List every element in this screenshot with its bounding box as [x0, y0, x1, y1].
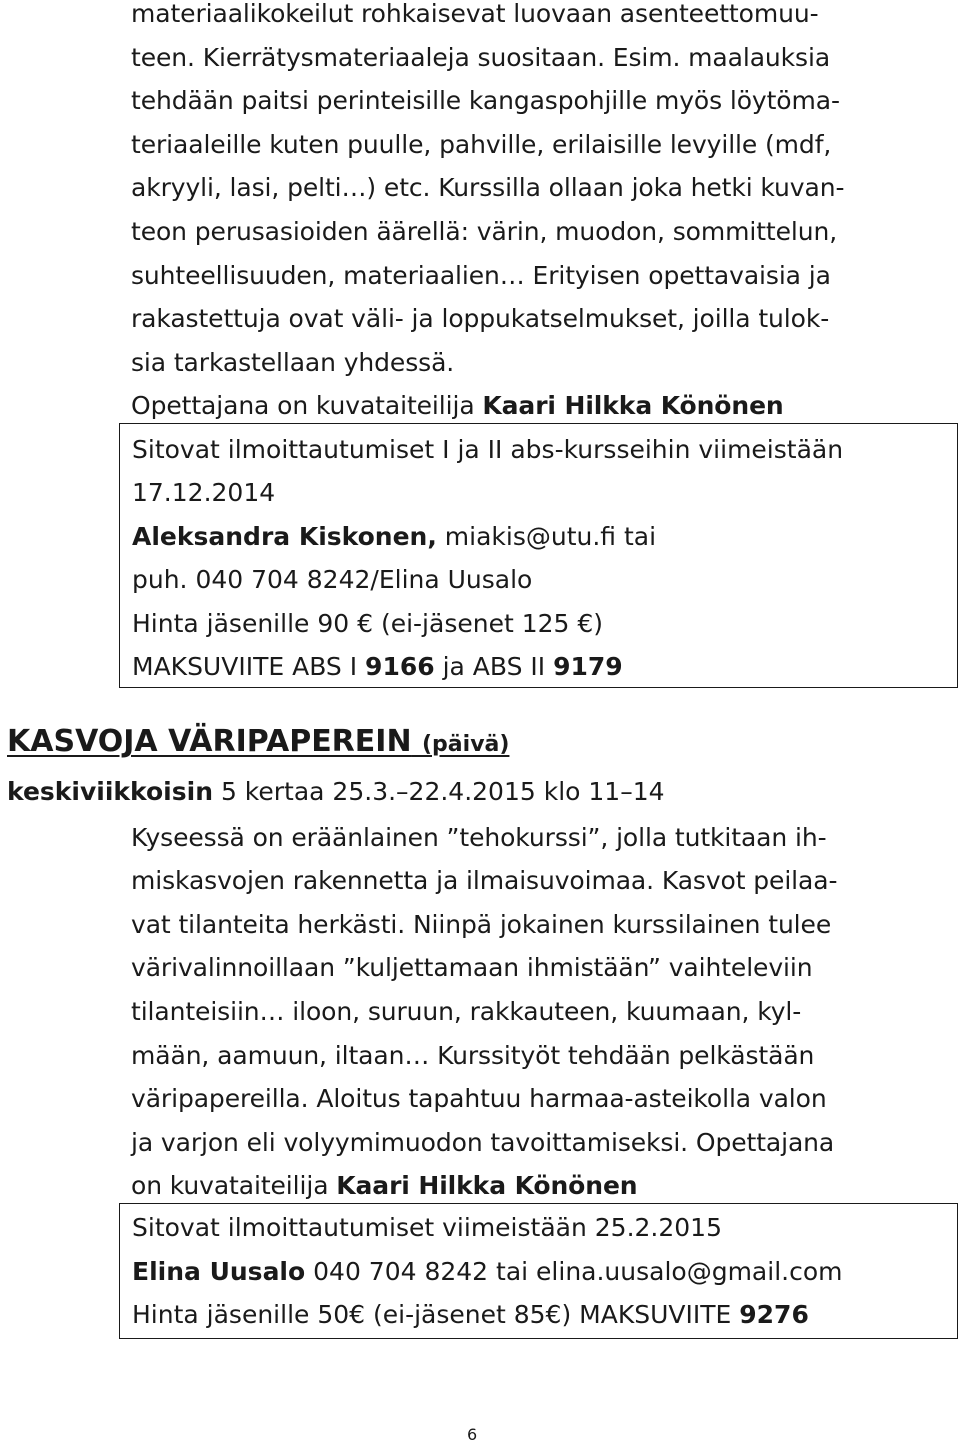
section-title: KASVOJA VÄRIPAPEREIN	[7, 724, 412, 759]
section-body-line-3: vat tilanteita herkästi. Niinpä jokainen kurssilainen tulee	[131, 910, 832, 939]
section-body-line-6: mään, aamuun, iltaan… Kurssityöt tehdään pelkästään	[131, 1041, 815, 1070]
intro-line-9: sia tarkastellaan yhdessä.	[131, 348, 455, 377]
box1-contact-name: Aleksandra Kiskonen,	[132, 522, 437, 551]
section-body-line-8: ja varjon eli volyymimuodon tavoittamiseksi. Opettajana	[131, 1128, 835, 1157]
intro-line-5: akryyli, lasi, pelti…) etc. Kurssilla ollaan joka hetki kuvan-	[131, 173, 845, 202]
section-body-line-4: värivalinnoillaan ”kuljettamaan ihmistään” vaihteleviin	[131, 953, 813, 982]
box1-phone: puh. 040 704 8242/Elina Uusalo	[132, 565, 533, 594]
schedule-weekday: keskiviikkoisin	[7, 777, 213, 806]
section-schedule	[7, 777, 665, 806]
page-number: 6	[467, 1425, 478, 1444]
section-body-line-5: tilanteisiin… iloon, suruun, rakkauteen, kuumaan, kyl-	[131, 997, 802, 1026]
registration-box-1	[119, 423, 958, 688]
box1-payment-mid: ja ABS II	[434, 652, 554, 681]
intro-line-3: tehdään paitsi perinteisille kangaspohjille myös löytöma-	[131, 86, 840, 115]
intro-line-8: rakastettuja ovat väli- ja loppukatselmukset, joilla tulok-	[131, 304, 830, 333]
box2-price	[132, 1293, 809, 1336]
box1-payment-reference	[132, 645, 623, 688]
box1-payment-prefix: MAKSUVIITE ABS I	[132, 652, 366, 681]
schedule-dates: 5 kertaa 25.3.–22.4.2015 klo 11–14	[213, 777, 665, 806]
box2-payment-ref: 9276	[739, 1300, 809, 1329]
registration-box-2	[119, 1203, 958, 1339]
box2-contact	[132, 1250, 842, 1293]
section-teacher-line	[131, 1164, 946, 1208]
section-body-line-2: miskasvojen rakennetta ja ilmaisuvoimaa. Kasvot peilaa-	[131, 866, 838, 895]
box1-deadline-date: 17.12.2014	[132, 478, 276, 507]
box2-deadline: Sitovat ilmoittautumiset viimeistään 25.2.2015	[132, 1213, 722, 1242]
intro-line-6: teon perusasioiden äärellä: värin, muodon, sommittelun,	[131, 217, 838, 246]
box1-ref-abs1: 9166	[365, 652, 435, 681]
teacher-line-1	[131, 384, 946, 428]
box1-contact	[132, 515, 656, 558]
intro-line-2: teen. Kierrätysmateriaaleja suositaan. Esim. maalauksia	[131, 43, 831, 72]
section-body-line-1: Kyseessä on eräänlainen ”tehokurssi”, jolla tutkitaan ih-	[131, 823, 827, 852]
box1-contact-email: miakis@utu.fi tai	[436, 522, 657, 551]
box1-price: Hinta jäsenille 90 € (ei-jäsenet 125 €)	[132, 609, 604, 638]
box1-deadline-text: Sitovat ilmoittautumiset I ja II abs-kursseihin viimeistään	[132, 435, 844, 464]
box2-contact-name: Elina Uusalo	[132, 1257, 306, 1286]
intro-line-1: materiaalikokeilut rohkaisevat luovaan asenteettomuu-	[131, 0, 819, 28]
box2-contact-details: 040 704 8242 tai elina.uusalo@gmail.com	[305, 1257, 843, 1286]
box1-ref-abs2: 9179	[553, 652, 623, 681]
intro-line-7: suhteellisuuden, materiaalien… Erityisen opettavaisia ja	[131, 261, 831, 290]
teacher-prefix: Opettajana on kuvataiteilija	[131, 391, 483, 420]
section-teacher-prefix: on kuvataiteilija	[131, 1171, 337, 1200]
section-body-line-7: väripapereilla. Aloitus tapahtuu harmaa-asteikolla valon	[131, 1084, 827, 1113]
intro-line-4: teriaaleille kuten puulle, pahville, erilaisille levyille (mdf,	[131, 130, 832, 159]
box2-price-text: Hinta jäsenille 50€ (ei-jäsenet 85€) MAKSUVIITE	[132, 1300, 740, 1329]
section-heading	[7, 724, 509, 759]
section-title-suffix: (päivä)	[422, 732, 510, 757]
section-teacher-name: Kaari Hilkka Könönen	[336, 1171, 638, 1200]
teacher-name: Kaari Hilkka Könönen	[482, 391, 784, 420]
